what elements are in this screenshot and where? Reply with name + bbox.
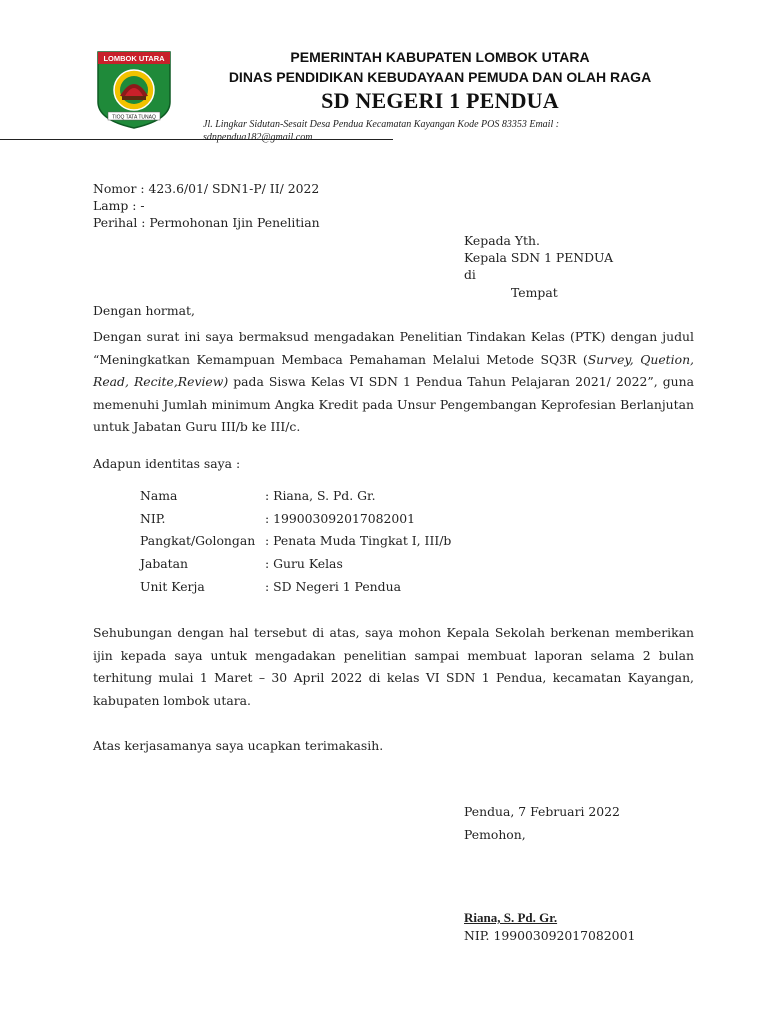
attachment-line: Lamp : - (93, 198, 145, 213)
body-paragraph-1 (93, 326, 694, 439)
recipient-greeting: Kepada Yth. (464, 233, 540, 248)
sq3r-expansion: Survey, Quetion, Read, Recite,Review) (93, 351, 694, 389)
body-paragraph-2: Sehubungan dengan hal tersebut di atas, saya mohon Kepala Sekolah berkenan memberikan ijin kepada saya untuk mengadakan penelitian sampai membuat laporan selama 2 bulan terhitung mulai 1 Maret – 30 April 2022 di kelas VI SDN 1 Pendua, kecamatan Kayangan, kabupaten lombok utara. (93, 625, 694, 708)
salutation: Dengan hormat, (93, 303, 195, 318)
signature-role: Pemohon, (464, 827, 526, 842)
school-address (203, 118, 653, 144)
recipient-place: Tempat (511, 285, 558, 300)
identity-value: : Guru Kelas (265, 556, 343, 571)
lombok-utara-emblem-icon (96, 50, 172, 130)
signature-nip: NIP. 199003092017082001 (464, 928, 636, 943)
signature-name: Riana, S. Pd. Gr. (464, 910, 558, 925)
closing-line: Atas kerjasamanya saya ucapkan terimakasih. (93, 738, 384, 753)
government-title: PEMERINTAH KABUPATEN LOMBOK UTARA (290, 49, 590, 65)
recipient-di: di (464, 267, 476, 282)
svg-text:LOMBOK UTARA: LOMBOK UTARA (103, 54, 165, 63)
identity-label: Nama (140, 488, 178, 503)
identity-value: : SD Negeri 1 Pendua (265, 579, 401, 594)
subject-line: Perihal : Permohonan Ijin Penelitian (93, 215, 320, 230)
identity-label: Pangkat/Golongan (140, 533, 256, 548)
letterhead-divider (0, 139, 393, 140)
identity-value: : 199003092017082001 (265, 511, 416, 526)
department-title: DINAS PENDIDIKAN KEBUDAYAAN PEMUDA DAN OLAH RAGA (228, 69, 652, 85)
address-email: sdnpendua182@gmail.com (203, 132, 313, 143)
address-line-1: Jl. Lingkar Sidutan-Sesait Desa Pendua Kecamatan Kayangan Kode POS 83353 Email : (203, 119, 560, 130)
svg-text:TIOQ TATA TUNAQ: TIOQ TATA TUNAQ (112, 114, 156, 121)
identity-label: Jabatan (140, 556, 189, 571)
identity-value: : Penata Muda Tingkat I, III/b (265, 533, 452, 548)
signature-place-date: Pendua, 7 Februari 2022 (464, 804, 620, 819)
identity-intro: Adapun identitas saya : (93, 456, 241, 471)
identity-value: : Riana, S. Pd. Gr. (265, 488, 376, 503)
letter-number: Nomor : 423.6/01/ SDN1-P/ II/ 2022 (93, 181, 320, 196)
letterhead (190, 47, 690, 115)
paragraph-1-text-cont: pada Siswa Kelas VI SDN 1 Pendua Tahun Pelajaran 2021/ 2022”, guna memenuhi Jumlah minimum Angka Kredit pada Unsur Pengembangan Keprofesian Berlanjutan untuk Jabatan Guru III/b ke III/c. (93, 374, 694, 434)
paragraph-1-text: Dengan surat ini saya bermaksud mengadakan Penelitian Tindakan Kelas (PTK) dengan judul “Meningkatkan Kemampuan Membaca Pemahaman Melalui Metode SQ3R ( (93, 329, 694, 367)
identity-label: Unit Kerja (140, 579, 205, 594)
school-title: SD NEGERI 1 PENDUA (321, 88, 559, 113)
recipient-name: Kepala SDN 1 PENDUA (464, 250, 614, 265)
identity-label: NIP. (140, 511, 166, 526)
